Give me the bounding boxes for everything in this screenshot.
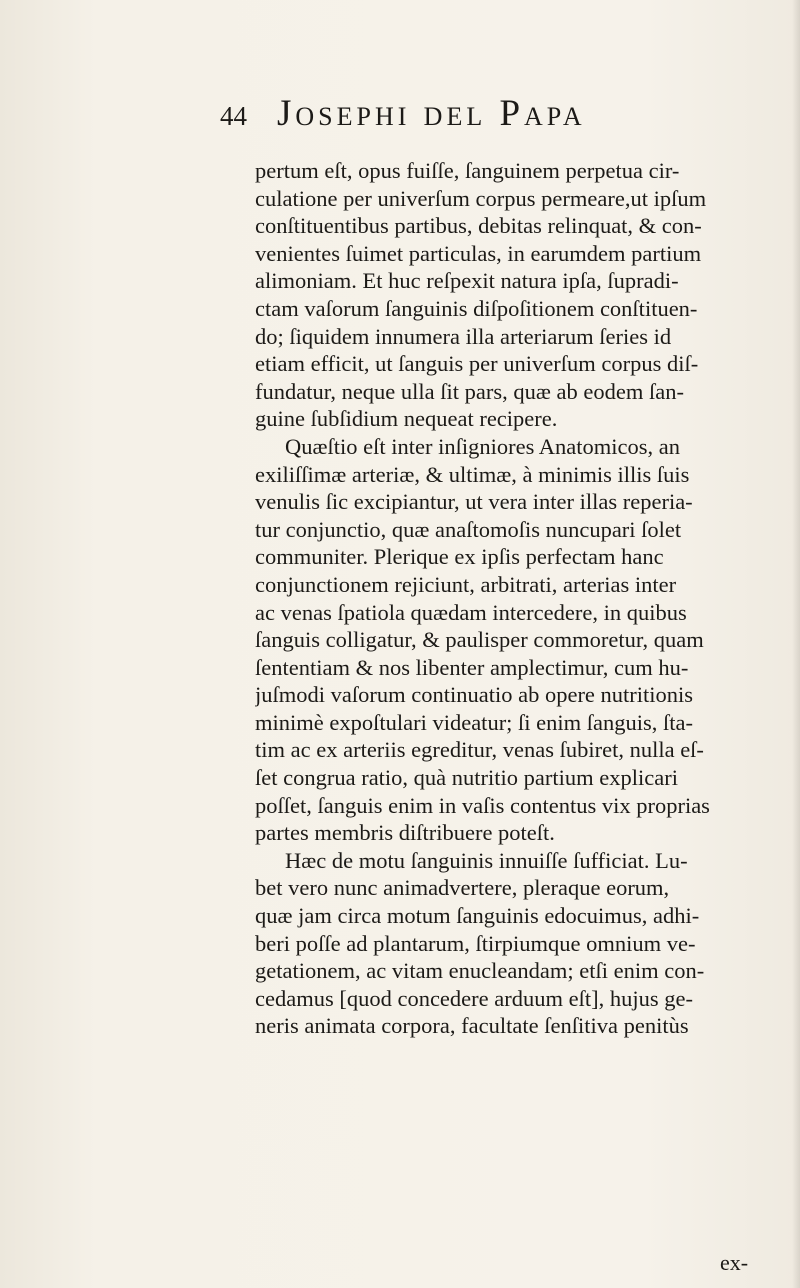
text-line: exiliſſimæ arteriæ, & ultimæ, à minimis illis ſuis [255,461,690,487]
body-text [255,157,795,1040]
page-number: 44 [220,101,247,131]
text-line: venientes ſuimet particulas, in earumdem partium [255,240,702,266]
text-line: cedamus [quod concedere arduum eſt], hujus ge- [255,985,693,1011]
text-line: beri poſſe ad plantarum, ſtirpiumque omnium ve- [255,930,696,956]
running-title: Josephi del Papa [277,93,586,134]
text-line: alimoniam. Et huc reſpexit natura ipſa, ſupradi- [255,268,679,294]
running-head [220,92,586,142]
text-line: quæ jam circa motum ſanguinis edocuimus, adhi- [255,903,700,929]
text-line: tur conjunctio, quæ anaſtomoſis nuncupari ſolet [255,516,682,542]
paragraph-start-line: Quæſtio eſt inter inſigniores Anatomicos, an [285,433,680,459]
text-line: ac venas ſpatiola quædam intercedere, in quibus [255,599,687,625]
text-line: ſanguis colligatur, & paulisper commoretur, quam [255,627,704,653]
catchword: ex- [720,1250,749,1275]
text-line: do; ſiquidem innumera illa arteriarum ſeries id [255,323,672,349]
text-line: neris animata corpora, facultate ſenſitiva penitùs [255,1013,689,1039]
text-line: juſmodi vaſorum continuatio ab opere nutritionis [255,682,694,708]
text-line: conjunctionem rejiciunt, arbitrati, arterias inter [255,571,677,597]
text-line: pertum eſt, opus fuiſſe, ſanguinem perpetua cir- [255,158,680,183]
text-line: partes membris diſtribuere poteſt. [255,820,555,846]
text-line: getationem, ac vitam enucleandam; etſi enim con- [255,958,705,984]
text-line: fundatur, neque ulla ſit pars, quæ ab eodem ſan- [255,378,684,404]
text-line: poſſet, ſanguis enim in vaſis contentus vix proprias [255,792,710,818]
text-line: etiam efficit, ut ſanguis per univerſum corpus diſ- [255,351,699,377]
text-line: ſententiam & nos libenter amplectimur, cum hu- [255,654,689,680]
text-line: venulis ſic excipiantur, ut vera inter illas reperia- [255,489,693,515]
text-line: culatione per univerſum corpus permeare,ut ipſum [255,185,707,211]
text-line: ctam vaſorum ſanguinis diſpoſitionem conſtituen- [255,295,698,321]
text-line: ſet congrua ratio, quà nutritio partium explicari [255,765,678,791]
page-edge-shadow [792,0,800,1288]
text-line: bet vero nunc animadvertere, pleraque eorum, [255,875,670,901]
text-line: conſtituentibus partibus, debitas relinquat, & con- [255,213,702,239]
text-line: tim ac ex arteriis egreditur, venas ſubiret, nulla eſ- [255,737,704,763]
text-line: guine ſubſidium nequeat recipere. [255,406,558,432]
paragraph-start-line: Hæc de motu ſanguinis innuiſſe ſufficiat. Lu- [285,847,688,873]
text-line: minimè expoſtulari videatur; ſi enim ſanguis, ſta- [255,709,694,735]
text-line: communiter. Plerique ex ipſis perfectam hanc [255,544,664,570]
